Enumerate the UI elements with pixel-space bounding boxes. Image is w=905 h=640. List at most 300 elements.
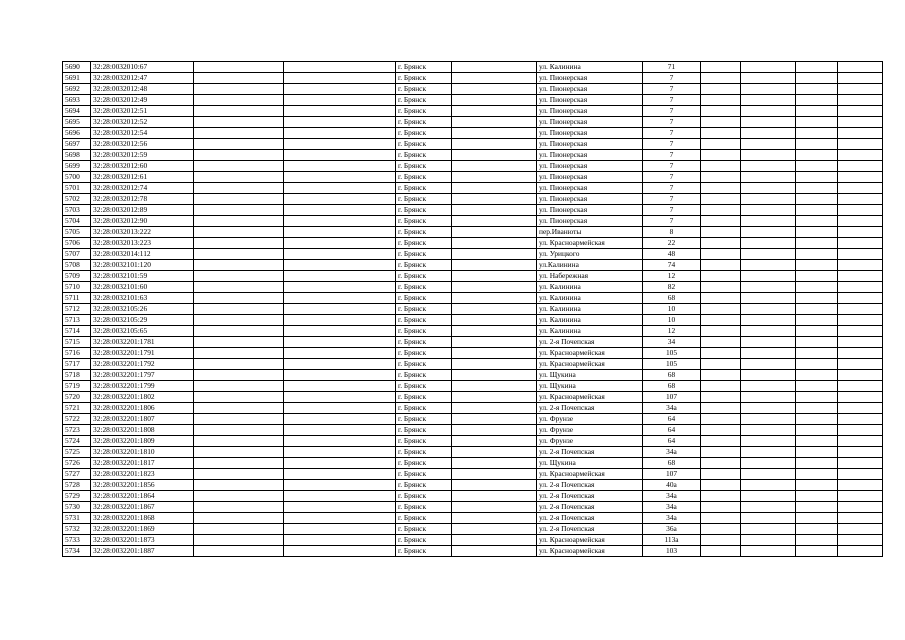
street-cell: ул. 2-я Почепская — [537, 524, 643, 535]
empty-cell — [741, 425, 796, 436]
empty-cell — [701, 480, 741, 491]
empty-cell — [796, 436, 838, 447]
empty-cell — [701, 359, 741, 370]
row-number-cell: 5709 — [63, 271, 91, 282]
street-cell: ул. Пионерская — [537, 183, 643, 194]
table-row — [63, 370, 883, 381]
city-cell: г. Брянск — [396, 117, 452, 128]
row-number-cell: 5699 — [63, 161, 91, 172]
empty-cell — [838, 95, 883, 106]
house-number-cell: 7 — [643, 106, 701, 117]
empty-cell — [796, 271, 838, 282]
empty-cell — [452, 238, 537, 249]
empty-cell — [796, 238, 838, 249]
empty-cell — [796, 62, 838, 73]
row-number-cell: 5707 — [63, 249, 91, 260]
house-number-cell: 7 — [643, 84, 701, 95]
empty-cell — [741, 513, 796, 524]
city-cell: г. Брянск — [396, 271, 452, 282]
table-row — [63, 249, 883, 260]
city-cell: г. Брянск — [396, 535, 452, 546]
empty-cell — [741, 502, 796, 513]
table-row — [63, 436, 883, 447]
table-row — [63, 480, 883, 491]
house-number-cell: 34а — [643, 491, 701, 502]
table-row — [63, 381, 883, 392]
row-number-cell: 5731 — [63, 513, 91, 524]
cadastral-number-cell: 32:28:0032012:60 — [91, 161, 194, 172]
empty-cell — [452, 194, 537, 205]
row-number-cell: 5716 — [63, 348, 91, 359]
empty-cell — [701, 458, 741, 469]
empty-cell — [741, 117, 796, 128]
row-number-cell: 5713 — [63, 315, 91, 326]
empty-cell — [284, 183, 396, 194]
empty-cell — [741, 480, 796, 491]
empty-cell — [284, 502, 396, 513]
empty-cell — [194, 315, 284, 326]
empty-cell — [452, 128, 537, 139]
empty-cell — [284, 117, 396, 128]
empty-cell — [838, 304, 883, 315]
city-cell: г. Брянск — [396, 524, 452, 535]
empty-cell — [452, 436, 537, 447]
house-number-cell: 8 — [643, 227, 701, 238]
empty-cell — [741, 95, 796, 106]
row-number-cell: 5691 — [63, 73, 91, 84]
row-number-cell: 5729 — [63, 491, 91, 502]
street-cell: ул. Калинина — [537, 293, 643, 304]
empty-cell — [284, 436, 396, 447]
empty-cell — [701, 425, 741, 436]
empty-cell — [452, 447, 537, 458]
empty-cell — [701, 161, 741, 172]
empty-cell — [701, 117, 741, 128]
empty-cell — [741, 84, 796, 95]
house-number-cell: 36а — [643, 524, 701, 535]
row-number-cell: 5727 — [63, 469, 91, 480]
city-cell: г. Брянск — [396, 238, 452, 249]
empty-cell — [284, 381, 396, 392]
empty-cell — [701, 403, 741, 414]
empty-cell — [194, 260, 284, 271]
empty-cell — [194, 73, 284, 84]
table-row — [63, 458, 883, 469]
city-cell: г. Брянск — [396, 73, 452, 84]
empty-cell — [284, 84, 396, 95]
row-number-cell: 5711 — [63, 293, 91, 304]
street-cell: ул. Набережная — [537, 271, 643, 282]
city-cell: г. Брянск — [396, 227, 452, 238]
table-row — [63, 150, 883, 161]
empty-cell — [741, 403, 796, 414]
empty-cell — [741, 315, 796, 326]
cadastral-number-cell: 32:28:0032012:56 — [91, 139, 194, 150]
empty-cell — [838, 447, 883, 458]
empty-cell — [194, 348, 284, 359]
empty-cell — [838, 150, 883, 161]
empty-cell — [741, 260, 796, 271]
empty-cell — [284, 425, 396, 436]
row-number-cell: 5695 — [63, 117, 91, 128]
empty-cell — [452, 216, 537, 227]
row-number-cell: 5728 — [63, 480, 91, 491]
cadastral-number-cell: 32:28:0032201:1807 — [91, 414, 194, 425]
empty-cell — [194, 161, 284, 172]
cadastral-number-cell: 32:28:0032105:65 — [91, 326, 194, 337]
house-number-cell: 7 — [643, 128, 701, 139]
empty-cell — [284, 161, 396, 172]
row-number-cell: 5696 — [63, 128, 91, 139]
cadastral-number-cell: 32:28:0032012:49 — [91, 95, 194, 106]
table-row — [63, 546, 883, 557]
empty-cell — [701, 183, 741, 194]
empty-cell — [741, 62, 796, 73]
empty-cell — [452, 381, 537, 392]
street-cell: ул. Щукина — [537, 458, 643, 469]
cadastral-number-cell: 32:28:0032201:1808 — [91, 425, 194, 436]
street-cell: ул. Красноармейская — [537, 546, 643, 557]
empty-cell — [838, 216, 883, 227]
empty-cell — [452, 260, 537, 271]
table-row — [63, 62, 883, 73]
cadastral-number-cell: 32:28:0032101:120 — [91, 260, 194, 271]
house-number-cell: 34а — [643, 513, 701, 524]
empty-cell — [838, 161, 883, 172]
empty-cell — [796, 425, 838, 436]
street-cell: ул. Пионерская — [537, 95, 643, 106]
empty-cell — [194, 491, 284, 502]
empty-cell — [452, 491, 537, 502]
table-row — [63, 238, 883, 249]
house-number-cell: 107 — [643, 469, 701, 480]
empty-cell — [701, 315, 741, 326]
table-row — [63, 117, 883, 128]
empty-cell — [838, 205, 883, 216]
cadastral-number-cell: 32:28:0032012:52 — [91, 117, 194, 128]
empty-cell — [284, 458, 396, 469]
empty-cell — [452, 106, 537, 117]
cadastral-number-cell: 32:28:0032201:1792 — [91, 359, 194, 370]
empty-cell — [838, 436, 883, 447]
empty-cell — [796, 73, 838, 84]
table-row — [63, 227, 883, 238]
row-number-cell: 5704 — [63, 216, 91, 227]
row-number-cell: 5714 — [63, 326, 91, 337]
empty-cell — [452, 524, 537, 535]
house-number-cell: 113а — [643, 535, 701, 546]
row-number-cell: 5706 — [63, 238, 91, 249]
house-number-cell: 40а — [643, 480, 701, 491]
empty-cell — [701, 491, 741, 502]
empty-cell — [284, 238, 396, 249]
city-cell: г. Брянск — [396, 106, 452, 117]
empty-cell — [838, 172, 883, 183]
row-number-cell: 5732 — [63, 524, 91, 535]
street-cell: ул. Фрунзе — [537, 414, 643, 425]
street-cell: ул. Пионерская — [537, 194, 643, 205]
empty-cell — [741, 524, 796, 535]
empty-cell — [701, 535, 741, 546]
empty-cell — [701, 216, 741, 227]
empty-cell — [194, 513, 284, 524]
empty-cell — [701, 546, 741, 557]
empty-cell — [741, 491, 796, 502]
table-row — [63, 172, 883, 183]
empty-cell — [838, 381, 883, 392]
empty-cell — [701, 502, 741, 513]
cadastral-number-cell: 32:28:0032201:1817 — [91, 458, 194, 469]
street-cell: ул. Калинина — [537, 62, 643, 73]
house-number-cell: 34а — [643, 502, 701, 513]
empty-cell — [452, 282, 537, 293]
street-cell: ул. 2-я Почепская — [537, 502, 643, 513]
street-cell: ул. Пионерская — [537, 106, 643, 117]
house-number-cell: 7 — [643, 194, 701, 205]
empty-cell — [194, 62, 284, 73]
street-cell: ул. Пионерская — [537, 172, 643, 183]
empty-cell — [194, 436, 284, 447]
empty-cell — [452, 315, 537, 326]
empty-cell — [452, 502, 537, 513]
empty-cell — [452, 403, 537, 414]
table-row — [63, 392, 883, 403]
empty-cell — [194, 117, 284, 128]
empty-cell — [741, 458, 796, 469]
street-cell: ул. Щукина — [537, 370, 643, 381]
empty-cell — [284, 326, 396, 337]
cadastral-number-cell: 32:28:0032201:1791 — [91, 348, 194, 359]
empty-cell — [194, 403, 284, 414]
row-number-cell: 5710 — [63, 282, 91, 293]
table-row — [63, 524, 883, 535]
city-cell: г. Брянск — [396, 95, 452, 106]
street-cell: ул. Пионерская — [537, 205, 643, 216]
house-number-cell: 34 — [643, 337, 701, 348]
empty-cell — [194, 458, 284, 469]
empty-cell — [741, 205, 796, 216]
cadastral-number-cell: 32:28:0032105:26 — [91, 304, 194, 315]
city-cell: г. Брянск — [396, 84, 452, 95]
street-cell: ул. 2-я Почепская — [537, 513, 643, 524]
empty-cell — [194, 535, 284, 546]
empty-cell — [838, 139, 883, 150]
row-number-cell: 5693 — [63, 95, 91, 106]
empty-cell — [284, 293, 396, 304]
table-row — [63, 271, 883, 282]
empty-cell — [194, 524, 284, 535]
empty-cell — [284, 150, 396, 161]
table-row — [63, 95, 883, 106]
empty-cell — [838, 359, 883, 370]
empty-cell — [284, 469, 396, 480]
empty-cell — [284, 139, 396, 150]
row-number-cell: 5730 — [63, 502, 91, 513]
empty-cell — [741, 161, 796, 172]
empty-cell — [838, 84, 883, 95]
house-number-cell: 7 — [643, 216, 701, 227]
empty-cell — [796, 469, 838, 480]
empty-cell — [741, 227, 796, 238]
empty-cell — [838, 480, 883, 491]
empty-cell — [701, 293, 741, 304]
city-cell: г. Брянск — [396, 249, 452, 260]
empty-cell — [452, 84, 537, 95]
empty-cell — [701, 128, 741, 139]
empty-cell — [284, 194, 396, 205]
cadastral-number-cell: 32:28:0032201:1856 — [91, 480, 194, 491]
row-number-cell: 5725 — [63, 447, 91, 458]
empty-cell — [284, 271, 396, 282]
cadastral-number-cell: 32:28:0032101:59 — [91, 271, 194, 282]
table-row — [63, 447, 883, 458]
empty-cell — [796, 117, 838, 128]
empty-cell — [452, 293, 537, 304]
empty-cell — [452, 546, 537, 557]
empty-cell — [194, 106, 284, 117]
house-number-cell: 10 — [643, 304, 701, 315]
empty-cell — [194, 183, 284, 194]
empty-cell — [284, 414, 396, 425]
row-number-cell: 5701 — [63, 183, 91, 194]
house-number-cell: 7 — [643, 117, 701, 128]
empty-cell — [194, 216, 284, 227]
empty-cell — [838, 524, 883, 535]
cadastral-number-cell: 32:28:0032201:1799 — [91, 381, 194, 392]
empty-cell — [194, 392, 284, 403]
empty-cell — [452, 513, 537, 524]
empty-cell — [741, 469, 796, 480]
table-row — [63, 106, 883, 117]
cadastral-number-cell: 32:28:0032105:29 — [91, 315, 194, 326]
empty-cell — [701, 205, 741, 216]
city-cell: г. Брянск — [396, 216, 452, 227]
empty-cell — [741, 326, 796, 337]
cadastral-number-cell: 32:28:0032201:1802 — [91, 392, 194, 403]
empty-cell — [452, 150, 537, 161]
city-cell: г. Брянск — [396, 293, 452, 304]
empty-cell — [796, 348, 838, 359]
empty-cell — [796, 381, 838, 392]
city-cell: г. Брянск — [396, 502, 452, 513]
city-cell: г. Брянск — [396, 304, 452, 315]
house-number-cell: 7 — [643, 205, 701, 216]
cadastral-number-cell: 32:28:0032014:112 — [91, 249, 194, 260]
empty-cell — [796, 260, 838, 271]
city-cell: г. Брянск — [396, 370, 452, 381]
empty-cell — [741, 381, 796, 392]
cadastral-number-cell: 32:28:0032201:1810 — [91, 447, 194, 458]
table-row — [63, 315, 883, 326]
empty-cell — [284, 172, 396, 183]
empty-cell — [194, 238, 284, 249]
empty-cell — [838, 491, 883, 502]
cadastral-number-cell: 32:28:0032012:59 — [91, 150, 194, 161]
empty-cell — [701, 337, 741, 348]
table-row — [63, 403, 883, 414]
row-number-cell: 5734 — [63, 546, 91, 557]
city-cell: г. Брянск — [396, 128, 452, 139]
cadastral-number-cell: 32:28:0032010:67 — [91, 62, 194, 73]
empty-cell — [194, 480, 284, 491]
house-number-cell: 48 — [643, 249, 701, 260]
empty-cell — [284, 106, 396, 117]
street-cell: ул. Урицкого — [537, 249, 643, 260]
house-number-cell: 105 — [643, 348, 701, 359]
empty-cell — [796, 535, 838, 546]
empty-cell — [452, 205, 537, 216]
empty-cell — [838, 546, 883, 557]
house-number-cell: 12 — [643, 271, 701, 282]
empty-cell — [838, 392, 883, 403]
city-cell: г. Брянск — [396, 513, 452, 524]
empty-cell — [194, 381, 284, 392]
empty-cell — [284, 513, 396, 524]
empty-cell — [452, 348, 537, 359]
empty-cell — [284, 392, 396, 403]
street-cell: ул. Красноармейская — [537, 535, 643, 546]
street-cell: ул. Пионерская — [537, 150, 643, 161]
street-cell: ул. 2-я Почепская — [537, 403, 643, 414]
empty-cell — [838, 414, 883, 425]
city-cell: г. Брянск — [396, 414, 452, 425]
empty-cell — [838, 260, 883, 271]
street-cell: ул. Пионерская — [537, 139, 643, 150]
empty-cell — [194, 304, 284, 315]
table-row — [63, 282, 883, 293]
empty-cell — [838, 271, 883, 282]
city-cell: г. Брянск — [396, 205, 452, 216]
empty-cell — [741, 348, 796, 359]
empty-cell — [838, 502, 883, 513]
empty-cell — [701, 304, 741, 315]
cadastral-number-cell: 32:28:0032012:78 — [91, 194, 194, 205]
house-number-cell: 7 — [643, 172, 701, 183]
house-number-cell: 34а — [643, 403, 701, 414]
empty-cell — [796, 216, 838, 227]
empty-cell — [796, 128, 838, 139]
empty-cell — [284, 304, 396, 315]
empty-cell — [452, 95, 537, 106]
empty-cell — [741, 392, 796, 403]
street-cell: ул. Калинина — [537, 304, 643, 315]
house-number-cell: 103 — [643, 546, 701, 557]
empty-cell — [796, 480, 838, 491]
empty-cell — [741, 139, 796, 150]
table-row — [63, 535, 883, 546]
cadastral-number-cell: 32:28:0032101:63 — [91, 293, 194, 304]
cadastral-number-cell: 32:28:0032012:90 — [91, 216, 194, 227]
empty-cell — [452, 304, 537, 315]
empty-cell — [701, 392, 741, 403]
empty-cell — [284, 546, 396, 557]
city-cell: г. Брянск — [396, 62, 452, 73]
street-cell: ул. Красноармейская — [537, 238, 643, 249]
table-row — [63, 348, 883, 359]
empty-cell — [741, 238, 796, 249]
empty-cell — [284, 535, 396, 546]
empty-cell — [838, 249, 883, 260]
row-number-cell: 5702 — [63, 194, 91, 205]
street-cell: пер.Иванюты — [537, 227, 643, 238]
cadastral-number-cell: 32:28:0032201:1868 — [91, 513, 194, 524]
empty-cell — [452, 414, 537, 425]
house-number-cell: 68 — [643, 293, 701, 304]
empty-cell — [741, 128, 796, 139]
empty-cell — [838, 458, 883, 469]
empty-cell — [701, 227, 741, 238]
empty-cell — [701, 447, 741, 458]
